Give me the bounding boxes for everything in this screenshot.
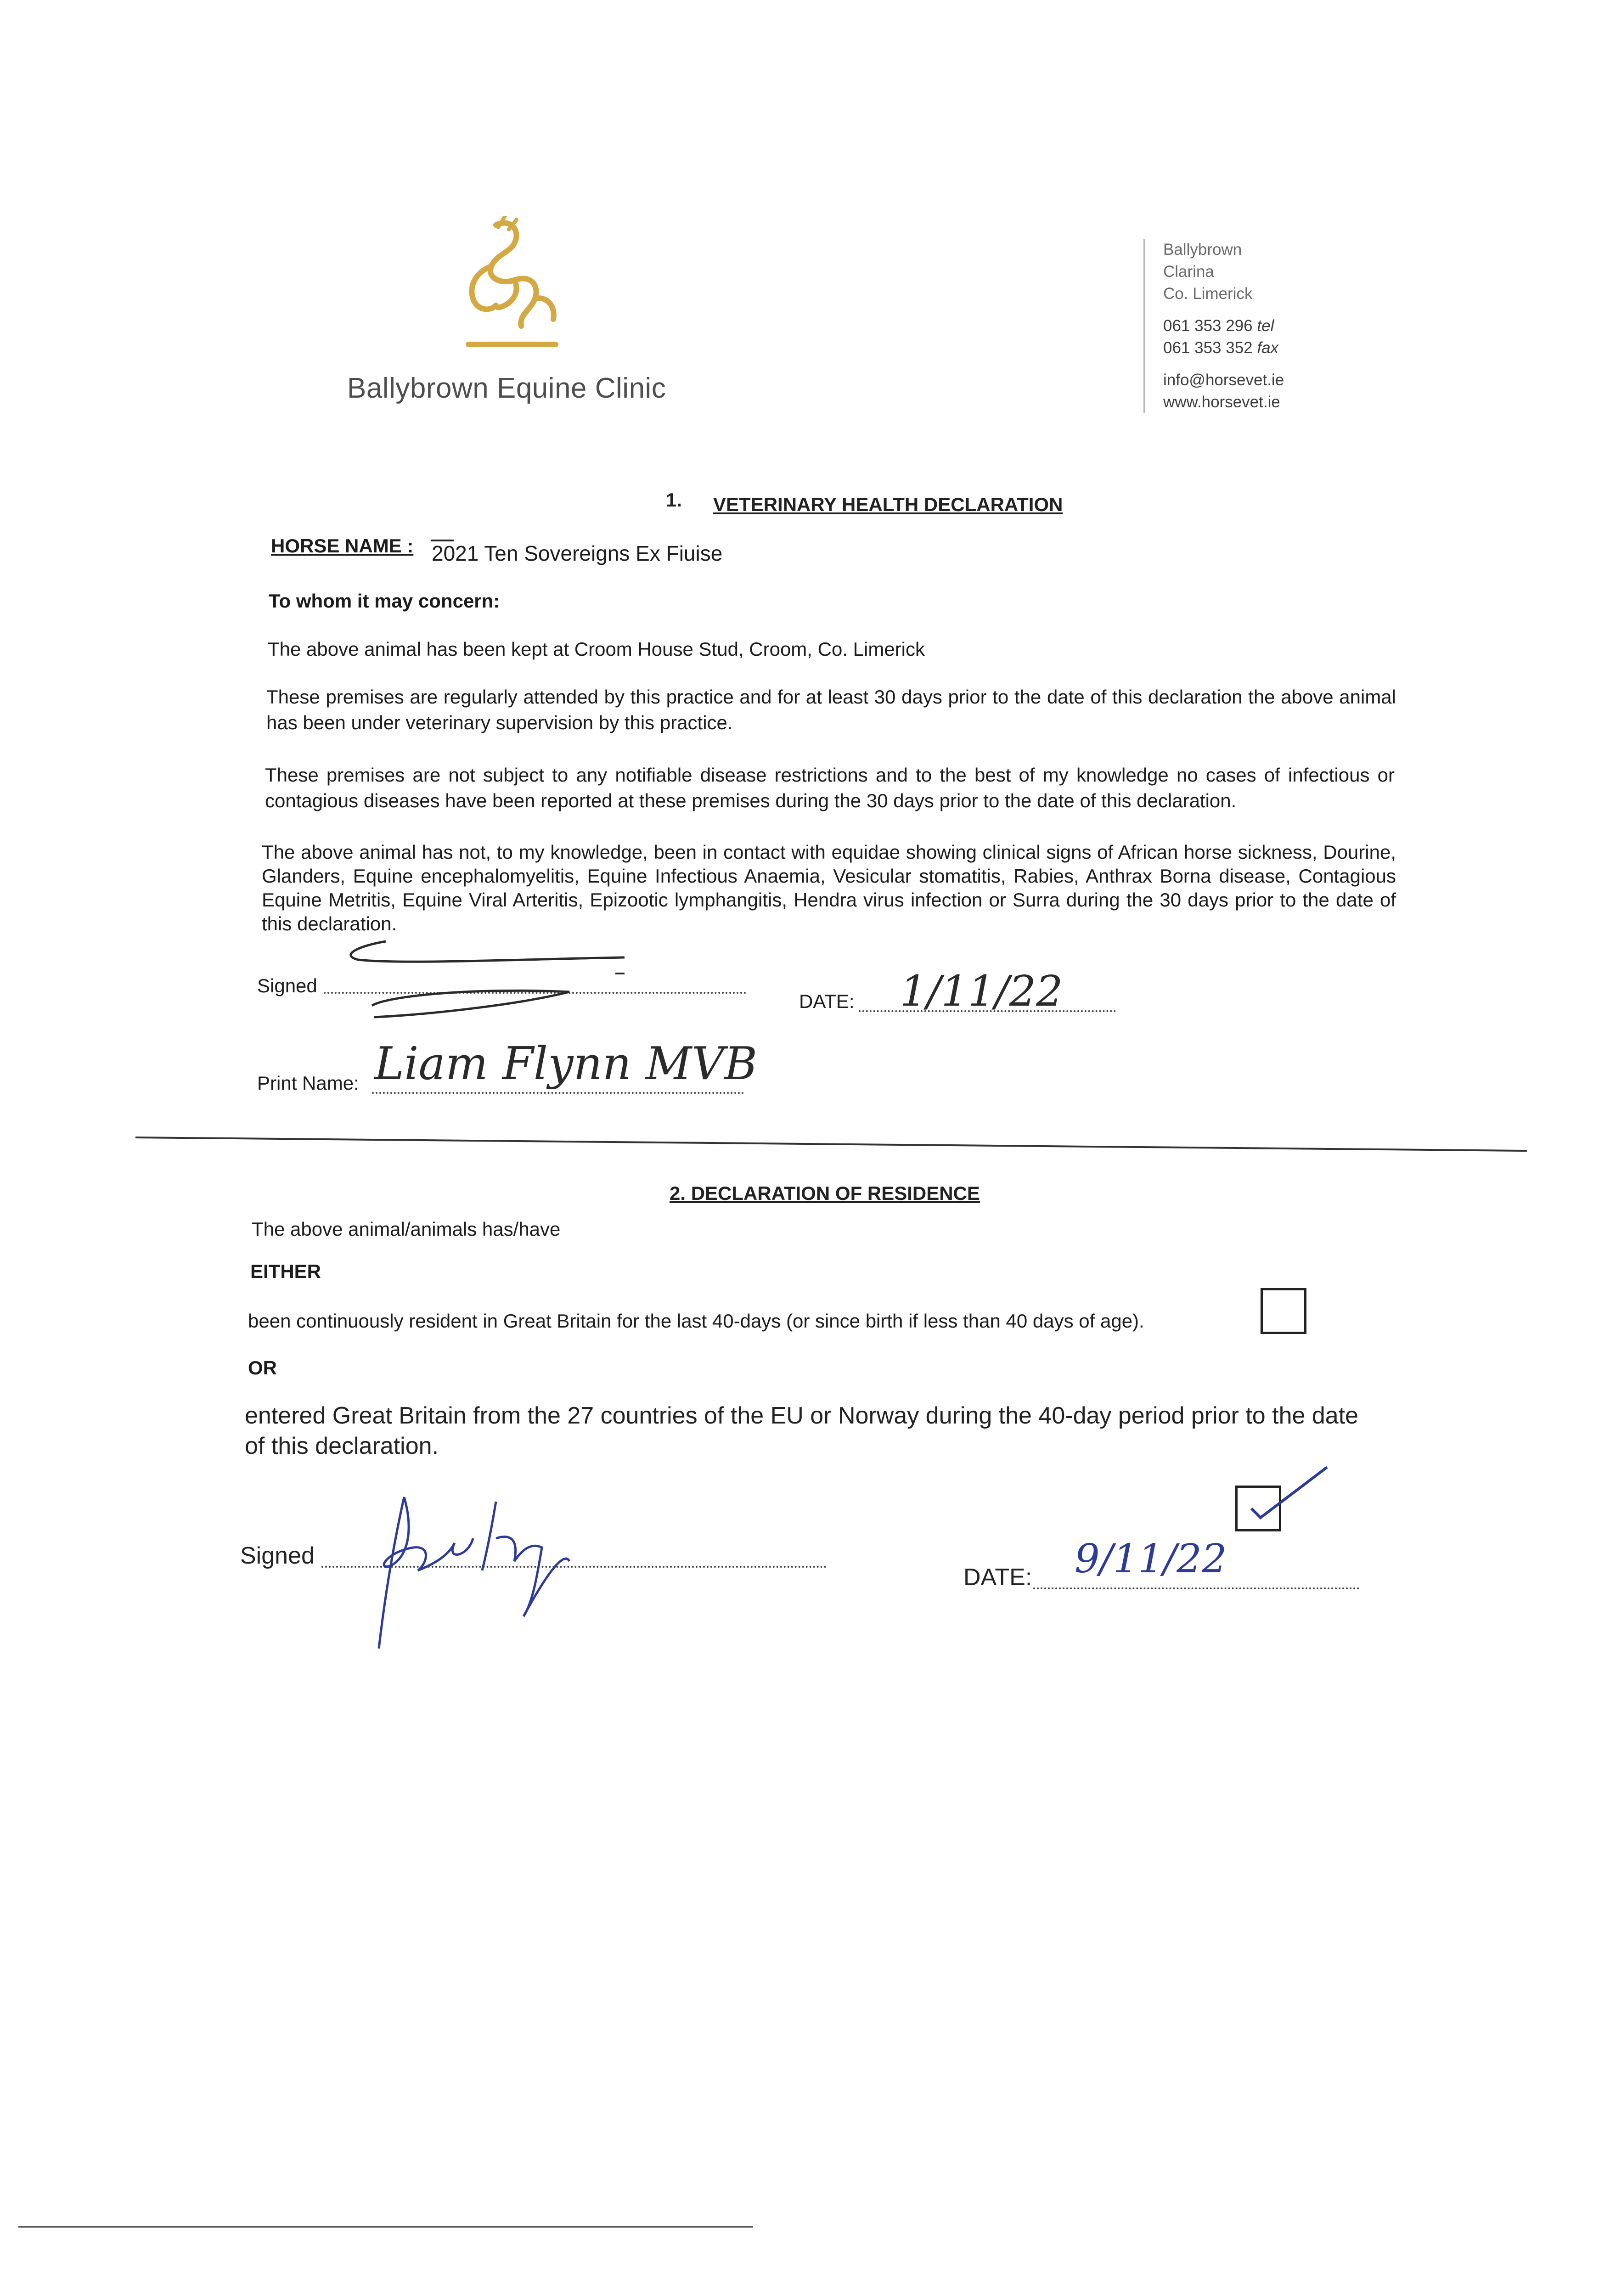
section2-date-label: DATE: [963,1564,1032,1591]
phone-suffix: tel [1257,317,1274,335]
greeting: To whom it may concern: [269,590,500,612]
or-label: OR [248,1357,277,1379]
option2-text: entered Great Britain from the 27 countries of the EU or Norway during the 40-day period prior to the date of this declaration. [245,1402,1359,1459]
section2-date-line [1033,1587,1359,1589]
section1-para4: The above animal has not, to my knowledge, been in contact with equidae showing clinical signs of African horse sickness, Dourine, Glanders, Equine encephalomyelitis, Equine Infectious Anaemia, Vesicular stomatitis, Rabies, Anthrax Borna disease, Contagious Equine Metritis, Equine Viral Arteritis, Epizootic lymphangitis, Hendra virus infection or Surra during the 30 days prior to the date of this declaration. [262,841,1396,934]
section1-title: VETERINARY HEALTH DECLARATION [713,494,1063,515]
print-name-line [372,1092,744,1094]
section1-number: 1. [666,489,682,511]
section2-intro: The above animal/animals has/have [252,1218,561,1240]
print-name-label: Print Name: [257,1072,359,1094]
clinic-address-block [1143,239,1284,413]
horse-logo-icon [441,216,579,354]
option1-text: been continuously resident in Great Britain for the last 40-days (or since birth if less than 40 days of age). [248,1310,1144,1332]
address-line: Ballybrown [1163,241,1242,259]
clinic-name: Ballybrown Equine Clinic [347,372,666,404]
section2-signed-label: Signed [240,1542,315,1569]
section1-para2: These premises are regularly attended by this practice and for at least 30 days prior to the date of this declaration the above animal has been under veterinary supervision by this practice. [266,686,1396,733]
clinic-logo [441,216,579,356]
section2-date-value: 9/11/22 [1075,1536,1227,1582]
section1-para3: These premises are not subject to any notifiable disease restrictions and to the best of my knowledge no cases of infectious or contagious diseases have been reported at these premises during the 30 days prior to the date of this declaration. [265,764,1395,811]
phone-line [1163,315,1284,337]
phone-number: 061 353 296 [1163,317,1253,335]
section2-signature [358,1483,634,1660]
checkmark-icon [1240,1460,1332,1531]
section1-date-label: DATE: [799,990,855,1012]
horse-name-label: HORSE NAME : [271,535,414,557]
either-label: EITHER [250,1261,321,1282]
horse-name-value: 2021 Ten Sovereigns Ex Fiuise [432,541,723,565]
website-link[interactable]: www.horsevet.ie [1163,393,1280,411]
address-line: Clarina [1163,263,1214,281]
fax-number: 061 353 352 [1163,339,1253,357]
section2-title: 2. DECLARATION OF RESIDENCE [670,1182,980,1204]
section1-signature [331,928,698,1031]
section1-para1: The above animal has been kept at Croom House Stud, Croom, Co. Limerick [268,638,925,660]
section-divider [135,1137,1527,1152]
section1-date-value: 1/11/22 [900,967,1063,1016]
fax-line [1163,337,1284,359]
fax-suffix: fax [1257,339,1279,357]
email-link[interactable]: info@horsevet.ie [1163,371,1284,389]
section1-signed-label: Signed [257,975,317,996]
print-name-value: Liam Flynn MVB [374,1038,758,1090]
address-line: Co. Limerick [1163,285,1253,303]
footer-line [18,2226,753,2228]
option1-checkbox[interactable] [1261,1288,1306,1334]
